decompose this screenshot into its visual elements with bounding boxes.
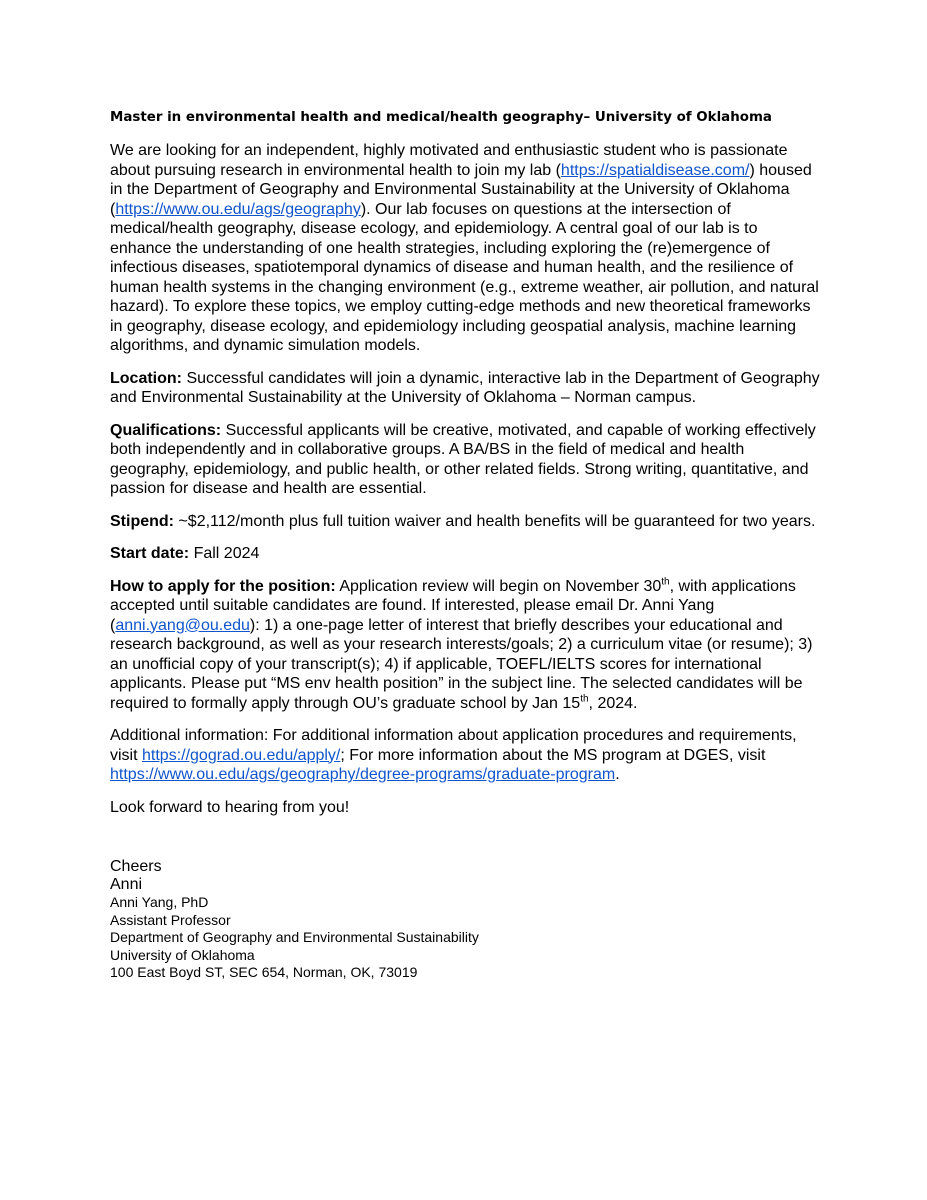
stipend-paragraph xyxy=(110,512,822,532)
signature-first-name: Anni xyxy=(110,876,143,893)
how-to-apply-label: How to apply for the position: xyxy=(110,577,336,595)
qualifications-paragraph xyxy=(110,421,822,499)
signature-cheers: Cheers xyxy=(110,858,162,875)
stipend-label: Stipend: xyxy=(110,512,174,530)
signature-full-name: Anni Yang, PhD xyxy=(110,894,209,910)
email-link[interactable]: anni.yang@ou.edu xyxy=(115,616,250,634)
how-to-apply-paragraph xyxy=(110,577,822,714)
qualifications-text: Successful applicants will be creative, motivated, and capable of working effectively both independently and in collaborative groups. A BA/BS in the field of medical and health geography, epidemiology, and public health, or other related fields. Strong writing, quantitative, and passion for disease and health are essential. xyxy=(110,421,816,497)
stipend-text: ~$2,112/month plus full tuition waiver and health benefits will be guaranteed for two years. xyxy=(174,512,816,530)
intro-text-2: ) housed in the Department of Geography and Environmental Sustainability at the University of Oklahoma ( xyxy=(110,161,812,218)
graduate-program-link[interactable]: https://www.ou.edu/ags/geography/degree-programs/graduate-program xyxy=(110,766,616,783)
location-label: Location: xyxy=(110,369,182,387)
signature-position: Assistant Professor xyxy=(110,911,231,928)
signature-address: 100 East Boyd ST, SEC 654, Norman, OK, 73019 xyxy=(110,964,418,980)
intro-paragraph xyxy=(110,141,822,356)
grad-apply-link[interactable]: https://gograd.ou.edu/apply/ xyxy=(142,746,341,764)
intro-text-3: ). Our lab focuses on questions at the intersection of medical/health geography, disease ecology, and epidemiology. A central goal of our lab is to enhance the understanding of one health strategies, including exploring the (re)emergence of infectious diseases, spatiotemporal dynamics of disease and human health, and the resilience of human health systems in the changing environment (e.g., extreme weather, air pollution, and natural hazard). To explore these topics, we employ cutting-edge methods and new theoretical frameworks in geography, disease ecology, and epidemiology including geospatial analysis, machine learning algorithms, and dynamic simulation models. xyxy=(110,200,819,354)
signature-university: University of Oklahoma xyxy=(110,946,255,963)
additional-info-paragraph xyxy=(110,726,822,785)
start-date-paragraph xyxy=(110,544,822,564)
apply-text-4: , 2024. xyxy=(588,694,638,712)
ordinal-suffix: th xyxy=(661,576,670,588)
additional-text-1: Additional information: For additional information about application procedures and requirements, visit xyxy=(110,727,797,764)
location-paragraph xyxy=(110,369,822,408)
lab-website-link[interactable]: https://spatialdisease.com/ xyxy=(560,161,750,179)
department-website-link[interactable]: https://www.ou.edu/ags/geography xyxy=(115,200,361,218)
qualifications-label: Qualifications: xyxy=(110,421,222,439)
ordinal-suffix: th xyxy=(580,693,589,705)
additional-text-3: . xyxy=(615,766,620,783)
apply-text-3: ): 1) a one-page letter of interest that briefly describes your educational and research background, as well as your research interests/goals; 2) a curriculum vitae (or resume); 3) an unofficial copy of your transcript(s); 4) if applicable, TOEFL/IELTS scores for international applicants. Please put “MS env health position” in the subject line. The selected candidates will be required to formally apply through OU’s graduate school by Jan 15 xyxy=(110,616,813,712)
location-text: Successful candidates will join a dynamic, interactive lab in the Department of Geography and Environmental Sustainability at the University of Oklahoma – Norman campus. xyxy=(110,369,820,406)
closing-line: Look forward to hearing from you! xyxy=(110,798,350,816)
apply-text-2: , with applications accepted until suitable candidates are found. If interested, please email Dr. Anni Yang ( xyxy=(110,577,796,634)
start-date-label: Start date: xyxy=(110,545,190,562)
signature-department: Department of Geography and Environmental Sustainability xyxy=(110,929,479,945)
additional-text-2: ; For more information about the MS program at DGES, visit xyxy=(340,746,766,764)
signature-block xyxy=(110,858,827,982)
document-title: Master in environmental health and medical/health geography– University of Oklahoma xyxy=(110,110,772,125)
apply-text-1: Application review will begin on November 30 xyxy=(335,577,662,595)
start-date-text: Fall 2024 xyxy=(189,545,260,562)
intro-text-1: We are looking for an independent, highly motivated and enthusiastic student who is passionate about pursuing research in environmental health to join my lab ( xyxy=(110,142,788,179)
